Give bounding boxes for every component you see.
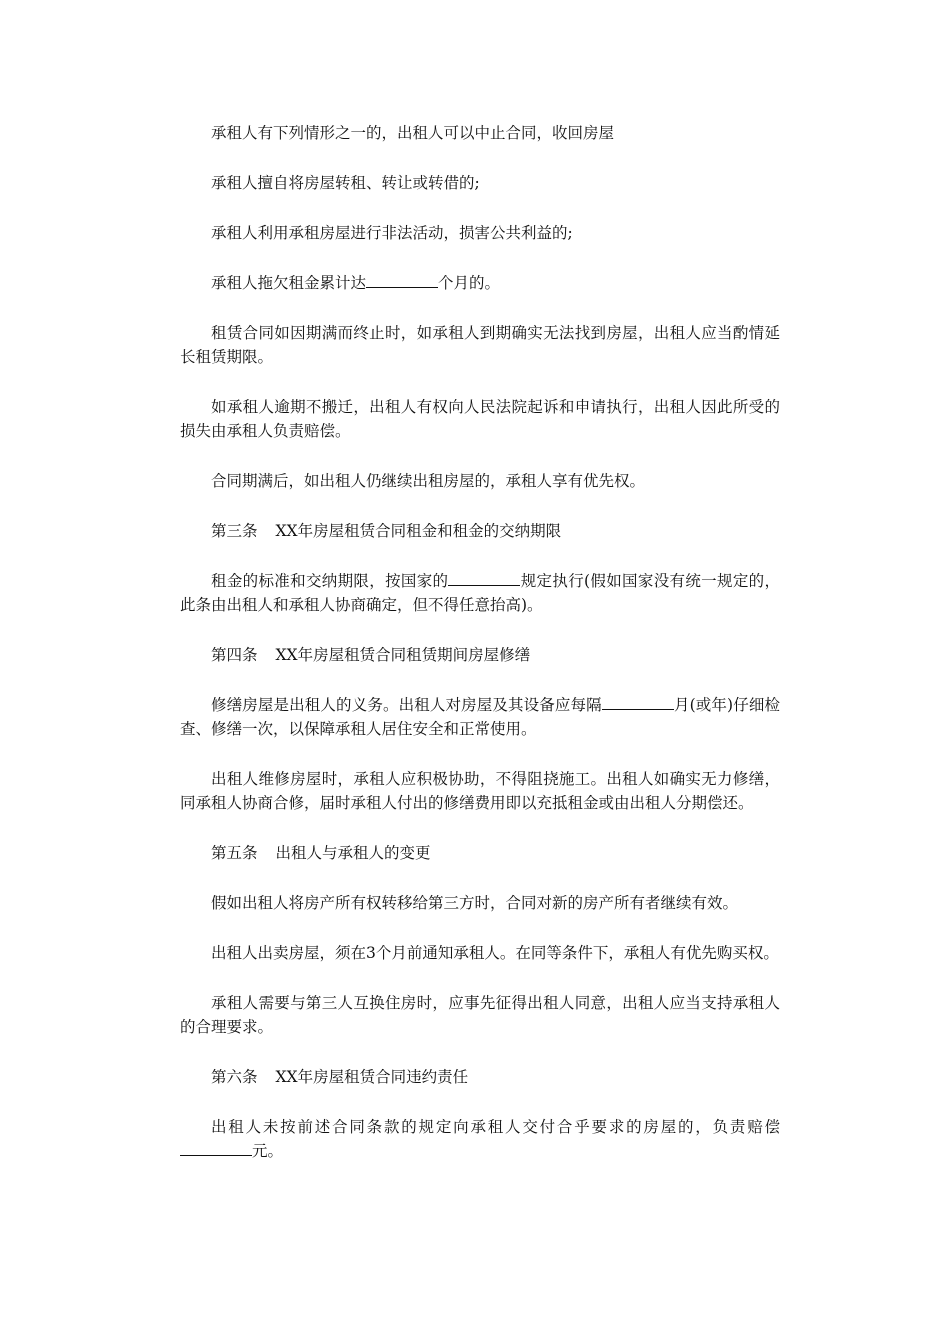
paragraph-text: 出租人出卖房屋，须在3个月前通知承租人。在同等条件下，承租人有优先购买权。: [211, 944, 779, 962]
fill-in-blank: [366, 273, 438, 288]
article-title: 出租人与承租人的变更: [275, 844, 431, 862]
paragraph-text: 租赁合同如因期满而终止时，如承租人到期确实无法找到房屋，出租人应当酌情延长租赁期限。: [180, 324, 780, 366]
paragraph-text: 承租人擅自将房屋转租、转让或转借的;: [211, 174, 480, 192]
paragraph-text: 元。: [252, 1142, 284, 1160]
article-heading: [180, 519, 780, 543]
clause-paragraph: [180, 321, 780, 369]
paragraph-text: 承租人有下列情形之一的，出租人可以中止合同，收回房屋: [211, 124, 615, 142]
paragraph-text: 出租人未按前述合同条款的规定向承租人交付合乎要求的房屋的，负责赔偿: [211, 1118, 780, 1136]
clause-paragraph: [180, 221, 780, 245]
article-heading: [180, 841, 780, 865]
clause-paragraph: [180, 1115, 780, 1163]
clause-paragraph: [180, 991, 780, 1039]
fill-in-blank: [448, 571, 520, 586]
clause-paragraph: [180, 271, 780, 295]
article-heading: [180, 643, 780, 667]
paragraph-text: 租金的标准和交纳期限，按国家的: [211, 572, 449, 590]
paragraph-text: 个月的。: [438, 274, 501, 292]
clause-paragraph: [180, 891, 780, 915]
clause-paragraph: [180, 569, 780, 617]
clause-paragraph: [180, 121, 780, 145]
paragraph-text: 合同期满后，如出租人仍继续出租房屋的，承租人享有优先权。: [211, 472, 646, 490]
clause-paragraph: [180, 395, 780, 443]
clause-paragraph: [180, 767, 780, 815]
clause-paragraph: [180, 693, 780, 741]
fill-in-blank: [180, 1141, 252, 1156]
paragraph-text: 承租人利用承租房屋进行非法活动，损害公共利益的;: [211, 224, 573, 242]
clause-paragraph: [180, 941, 780, 965]
article-number: 第三条: [211, 522, 258, 540]
paragraph-text: 承租人需要与第三人互换住房时，应事先征得出租人同意，出租人应当支持承租人的合理要求。: [180, 994, 780, 1036]
paragraph-text: 规定执行(假如国家没有统一规定的，此条由出租人和承租人协商确定，但不得任意抬高)。: [180, 572, 780, 614]
paragraph-text: 月(或年)仔细检查、修缮一次，以保障承租人居住安全和正常使用。: [180, 696, 780, 738]
clause-paragraph: [180, 171, 780, 195]
article-heading: [180, 1065, 780, 1089]
article-number: 第六条: [211, 1068, 258, 1086]
paragraph-text: 承租人拖欠租金累计达: [211, 274, 367, 292]
article-title: XX年房屋租赁合同租金和租金的交纳期限: [275, 522, 562, 540]
paragraph-text: 修缮房屋是出租人的义务。出租人对房屋及其设备应每隔: [211, 696, 602, 714]
article-number: 第四条: [211, 646, 258, 664]
paragraph-text: 假如出租人将房产所有权转移给第三方时，合同对新的房产所有者继续有效。: [211, 894, 739, 912]
document-page: [180, 121, 780, 1189]
article-title: XX年房屋租赁合同租赁期间房屋修缮: [275, 646, 531, 664]
fill-in-blank: [602, 695, 674, 710]
article-title: XX年房屋租赁合同违约责任: [275, 1068, 469, 1086]
article-number: 第五条: [211, 844, 258, 862]
clause-paragraph: [180, 469, 780, 493]
paragraph-text: 如承租人逾期不搬迁，出租人有权向人民法院起诉和申请执行，出租人因此所受的损失由承租人负责赔偿。: [180, 398, 780, 440]
paragraph-text: 出租人维修房屋时，承租人应积极协助，不得阻挠施工。出租人如确实无力修缮，同承租人协商合修，届时承租人付出的修缮费用即以充抵租金或由出租人分期偿还。: [180, 770, 780, 812]
